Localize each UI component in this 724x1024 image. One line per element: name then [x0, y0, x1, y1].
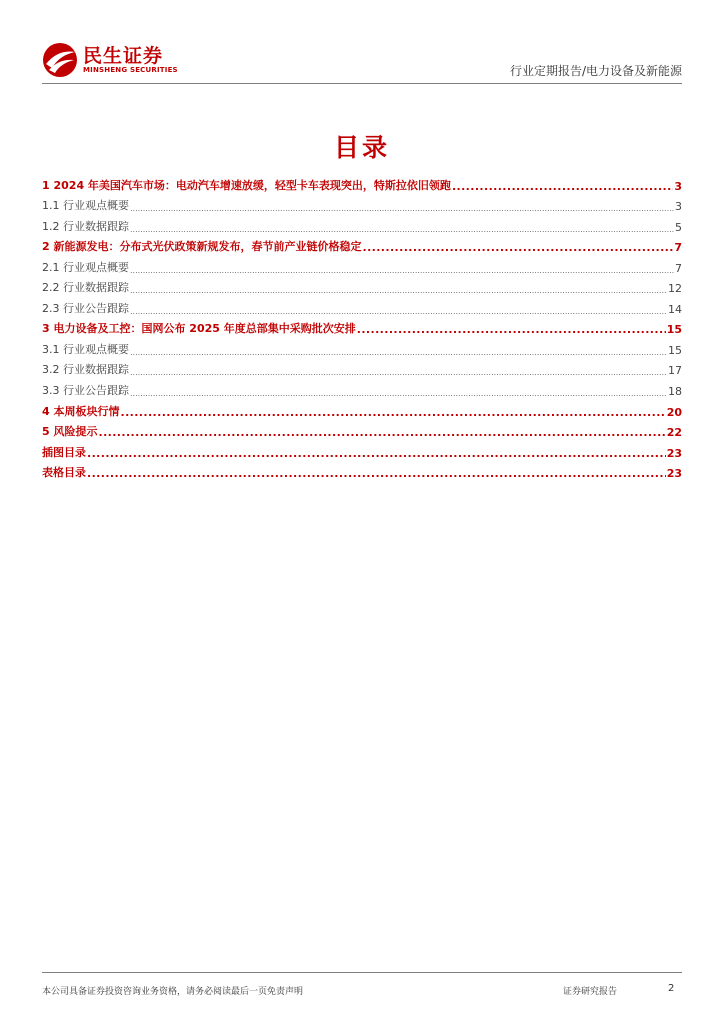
toc-entry[interactable]: [42, 419, 682, 440]
toc-entry-page: 7: [675, 261, 682, 275]
toc-entry[interactable]: [42, 398, 682, 419]
toc-entry[interactable]: [42, 234, 682, 255]
toc-entry-page: 18: [668, 385, 682, 399]
toc-entry-label: 3 电力设备及工控：国网公布 2025 年度总部集中采购批次安排: [42, 322, 356, 336]
toc-leader-dots: [130, 286, 667, 295]
toc-entry[interactable]: [42, 295, 682, 316]
toc-leader-dots: [130, 389, 667, 398]
toc-entry-label: 3.1 行业观点概要: [42, 342, 129, 356]
toc-leader-dots: [87, 467, 666, 480]
footer-report-label: 证券研究报告: [563, 987, 618, 997]
toc-leader-dots: [87, 447, 666, 460]
toc-leader-dots: [120, 406, 665, 419]
toc-entry-label: 1.1 行业观点概要: [42, 199, 129, 213]
toc-entry[interactable]: [42, 336, 682, 357]
toc-entry-label: 4 本周板块行情: [42, 404, 120, 418]
toc-entry-page: 20: [666, 405, 682, 419]
toc-leader-dots: [130, 204, 674, 213]
toc-entry[interactable]: [42, 275, 682, 296]
toc-leader-dots: [357, 323, 666, 336]
page-number: 2: [668, 983, 675, 994]
toc-entry-label: 插图目录: [42, 445, 86, 459]
toc-entry-label: 1 2024 年美国汽车市场：电动汽车增速放缓，轻型卡车表现突出，特斯拉依旧领跑: [42, 178, 451, 192]
toc-entry[interactable]: [42, 254, 682, 275]
toc-entry-page: 14: [668, 302, 682, 316]
footer-disclaimer: 本公司具备证券投资咨询业务资格，请务必阅读最后一页免责声明: [42, 987, 304, 997]
toc-entry-label: 3.2 行业数据跟踪: [42, 363, 129, 377]
toc-leader-dots: [130, 225, 674, 234]
logo-chinese-name: 民生证券: [83, 45, 164, 67]
toc-entry-page: 15: [666, 323, 682, 337]
header-divider: [42, 83, 682, 84]
toc-entry[interactable]: [42, 377, 682, 398]
page-header: [42, 40, 682, 84]
toc-entry-page: 23: [666, 446, 682, 460]
toc-leader-dots: [130, 368, 667, 377]
company-logo: [42, 40, 182, 80]
table-of-contents: [42, 172, 682, 480]
toc-leader-dots: [130, 307, 667, 316]
toc-entry-label: 2.1 行业观点概要: [42, 260, 129, 274]
toc-entry-label: 2.3 行业公告跟踪: [42, 301, 129, 315]
toc-entry-page: 5: [675, 220, 682, 234]
toc-leader-dots: [98, 426, 665, 439]
toc-entry[interactable]: [42, 439, 682, 460]
toc-entry[interactable]: [42, 357, 682, 378]
toc-entry[interactable]: [42, 460, 682, 481]
toc-leader-dots: [362, 241, 673, 254]
toc-entry-page: 3: [675, 200, 682, 214]
toc-leader-dots: [130, 266, 674, 275]
report-type: 行业定期报告/电力设备及新能源: [509, 64, 682, 78]
toc-entry-page: 23: [666, 467, 682, 481]
toc-entry-label: 5 风险提示: [42, 425, 98, 439]
toc-entry-label: 1.2 行业数据跟踪: [42, 219, 129, 233]
toc-leader-dots: [452, 180, 673, 193]
toc-title: 目录: [333, 133, 390, 162]
toc-entry[interactable]: [42, 172, 682, 193]
logo-english-name: MINSHENG SECURITIES: [83, 66, 178, 74]
toc-leader-dots: [130, 348, 667, 357]
toc-entry-label: 2.2 行业数据跟踪: [42, 281, 129, 295]
toc-entry-label: 3.3 行业公告跟踪: [42, 384, 129, 398]
toc-entry-label: 表格目录: [42, 466, 86, 480]
toc-entry-page: 12: [668, 282, 682, 296]
toc-entry[interactable]: [42, 213, 682, 234]
minsheng-logo-icon: [42, 42, 78, 78]
toc-entry[interactable]: [42, 193, 682, 214]
toc-entry-page: 17: [668, 364, 682, 378]
toc-entry-label: 2 新能源发电：分布式光伏政策新规发布，春节前产业链价格稳定: [42, 240, 362, 254]
toc-entry-page: 15: [668, 343, 682, 357]
toc-entry-page: 3: [674, 179, 682, 193]
toc-entry[interactable]: [42, 316, 682, 337]
toc-entry-page: 7: [674, 241, 682, 255]
toc-entry-page: 22: [666, 426, 682, 440]
footer-divider: [42, 972, 682, 973]
